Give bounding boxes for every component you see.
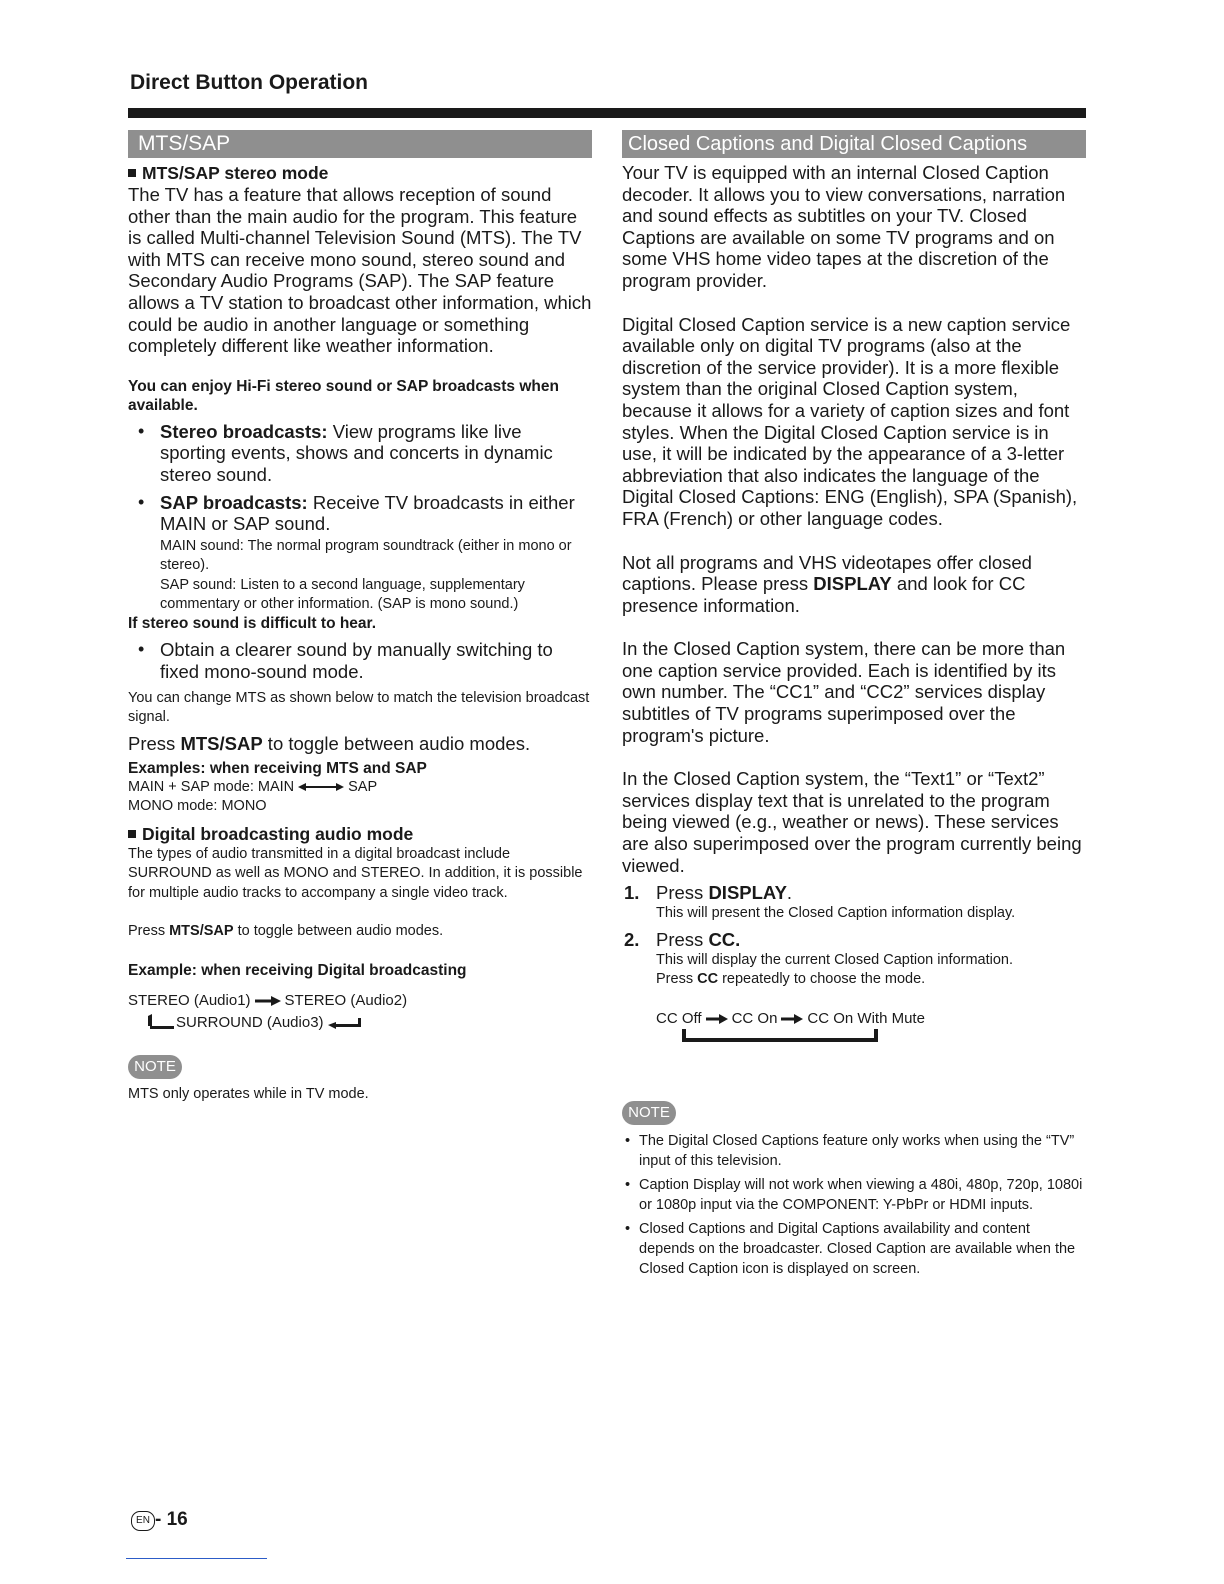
right-arrow-icon — [781, 1014, 803, 1024]
flow-row-2: SURROUND (Audio3) — [128, 1012, 592, 1033]
right-arrow-icon — [706, 1014, 728, 1024]
title-rule — [128, 108, 1086, 118]
en-language-icon: EN — [131, 1511, 155, 1531]
examples-heading: Examples: when receiving MTS and SAP — [128, 759, 427, 777]
left-column — [128, 130, 592, 1105]
right-column — [622, 130, 1086, 1283]
cc-paragraph-2: Digital Closed Caption service is a new caption service available only on digital TV programs (also at the discretion of the service provider). It is a more flexible system than the original Closed Caption system, because it allows for a variety of caption sizes and font styles. When the Digital Closed Caption service is in use, it will be indicated by the appearance of a 3-letter abbreviation that also indicates the language of the Digital Closed Captions: ENG (English), SPA (Spanish), FRA (French) or other language codes. — [622, 313, 1078, 529]
return-arrow-icon — [328, 1014, 362, 1032]
difficult-list — [128, 639, 592, 682]
list-item: • Stereo broadcasts: View programs like live sporting events, shows and concerts in dynamic stereo sound. — [128, 421, 592, 486]
example-mono: MONO mode: MONO — [128, 798, 267, 815]
step2-note-1: This will display the current Closed Caption information. — [656, 951, 1014, 968]
sap-sound-note: SAP sound: Listen to a second language, supplementary commentary or other information. (SAP is mono sound.) — [160, 576, 525, 612]
step-item: 2. Press CC. This will display the current Closed Caption information. Press CC repeatedly to choose the mode. — [622, 929, 1086, 989]
cc-steps — [622, 882, 1086, 989]
loop-back-arrow-icon — [682, 1029, 878, 1043]
right-arrow-icon — [255, 996, 281, 1006]
flow-row-1: STEREO (Audio1) STEREO (Audio2) — [128, 992, 408, 1010]
cc-paragraph-4: In the Closed Caption system, there can be more than one caption service provided. Each is identified by its own number. The “CC1” and “CC2” services display subtitles of TV programs superimposed over the program's picture. — [622, 638, 1066, 746]
cc-paragraph-3: Not all programs and VHS videotapes offer closed captions. Please press DISPLAY and look for CC presence information. — [622, 551, 1032, 616]
note-badge: NOTE — [622, 1101, 676, 1125]
square-bullet-icon — [128, 830, 136, 838]
footer-rule — [126, 1558, 267, 1559]
difficult-heading: If stereo sound is difficult to hear. — [128, 615, 377, 633]
digital-audio-paragraph: The types of audio transmitted in a digital broadcast include SURROUND as well as MONO and STEREO. In addition, it is possible for multiple audio tracks to accompany a single video track. — [128, 845, 583, 901]
digital-audio-flow — [128, 990, 592, 1033]
page-title: Direct Button Operation — [130, 71, 369, 94]
cc-flow-row: CC Off CC On CC On With Mute — [656, 1009, 925, 1027]
step1-note: This will present the Closed Caption information display. — [656, 904, 1016, 921]
cc-paragraph-1: Your TV is equipped with an internal Closed Caption decoder. It allows you to view conversations, narration and sound effects as subtitles on your TV. Closed Captions are available on some TV programs and on some VHS home video tapes at the discretion of the program provider. — [622, 162, 1066, 291]
double-arrow-icon — [298, 782, 344, 792]
square-bullet-icon — [128, 169, 136, 177]
mts-note — [128, 1055, 592, 1104]
cc-note-list — [622, 1131, 1086, 1279]
digital-example-heading: Example: when receiving Digital broadcasting — [128, 962, 467, 980]
enjoy-heading: You can enjoy Hi-Fi stereo sound or SAP broadcasts when available. — [128, 377, 559, 414]
press-mts-sap-instruction: Press MTS/SAP to toggle between audio modes. — [128, 733, 531, 755]
change-mts-note: You can change MTS as shown below to match the television broadcast signal. — [128, 689, 590, 725]
mts-note-text: MTS only operates while in TV mode. — [128, 1086, 369, 1103]
note-badge: NOTE — [128, 1055, 182, 1079]
note-item: • The Digital Closed Captions feature only works when using the “TV” input of this television. — [622, 1131, 1086, 1171]
broadcast-list — [128, 421, 592, 615]
digital-audio-heading: Digital broadcasting audio mode — [128, 823, 592, 845]
cc-paragraph-5: In the Closed Caption system, the “Text1” or “Text2” services display text that is unrelated to the program being viewed (e.g., weather or news). These services are also superimposed over the program currently being viewed. — [622, 768, 1082, 876]
main-sound-note: MAIN sound: The normal program soundtrack (either in mono or stereo). — [160, 537, 572, 574]
example-main-sap: MAIN + SAP mode: MAIN SAP — [128, 778, 378, 795]
step2-note-2: Press CC repeatedly to choose the mode. — [656, 971, 926, 988]
cc-mode-flow — [622, 1008, 1086, 1043]
page-number: EN - 16 — [131, 1509, 188, 1531]
mts-intro-paragraph: The TV has a feature that allows reception of sound other than the main audio for the program. This feature is called Multi-channel Television Sound (MTS). The TV with MTS can receive mono sound, stereo sound and Secondary Audio Programs (SAP). The SAP feature allows a TV station to broadcast other information, which could be audio in another language or something completely different like weather information. — [128, 184, 592, 357]
step-item: 1. Press DISPLAY. This will present the Closed Caption information display. — [622, 882, 1086, 923]
note-item: • Closed Captions and Digital Captions availability and content depends on the broadcaster. Closed Caption are available when the Closed Caption icon is displayed on screen. — [622, 1219, 1086, 1279]
cc-note — [622, 1101, 1086, 1279]
mts-sap-section-bar: MTS/SAP — [128, 130, 592, 158]
list-item: • SAP broadcasts: Receive TV broadcasts in either MAIN or SAP sound. MAIN sound: The normal program soundtrack (either in mono or stereo). SAP sound: Listen to a second language, supplementary commentary or other information. (SAP is mono sound.) — [128, 492, 592, 615]
return-arrow-icon — [146, 1014, 174, 1032]
note-item: • Caption Display will not work when viewing a 480i, 480p, 720p, 1080i or 1080p input via the COMPONENT: Y-PbPr or HDMI inputs. — [622, 1175, 1086, 1215]
list-item: • Obtain a clearer sound by manually switching to fixed mono-sound mode. — [128, 639, 592, 682]
press-mts-sap-instruction-2: Press MTS/SAP to toggle between audio modes. — [128, 922, 444, 939]
closed-captions-section-bar: Closed Captions and Digital Closed Captions — [622, 130, 1086, 158]
mts-sap-stereo-mode-heading: MTS/SAP stereo mode — [128, 162, 592, 184]
